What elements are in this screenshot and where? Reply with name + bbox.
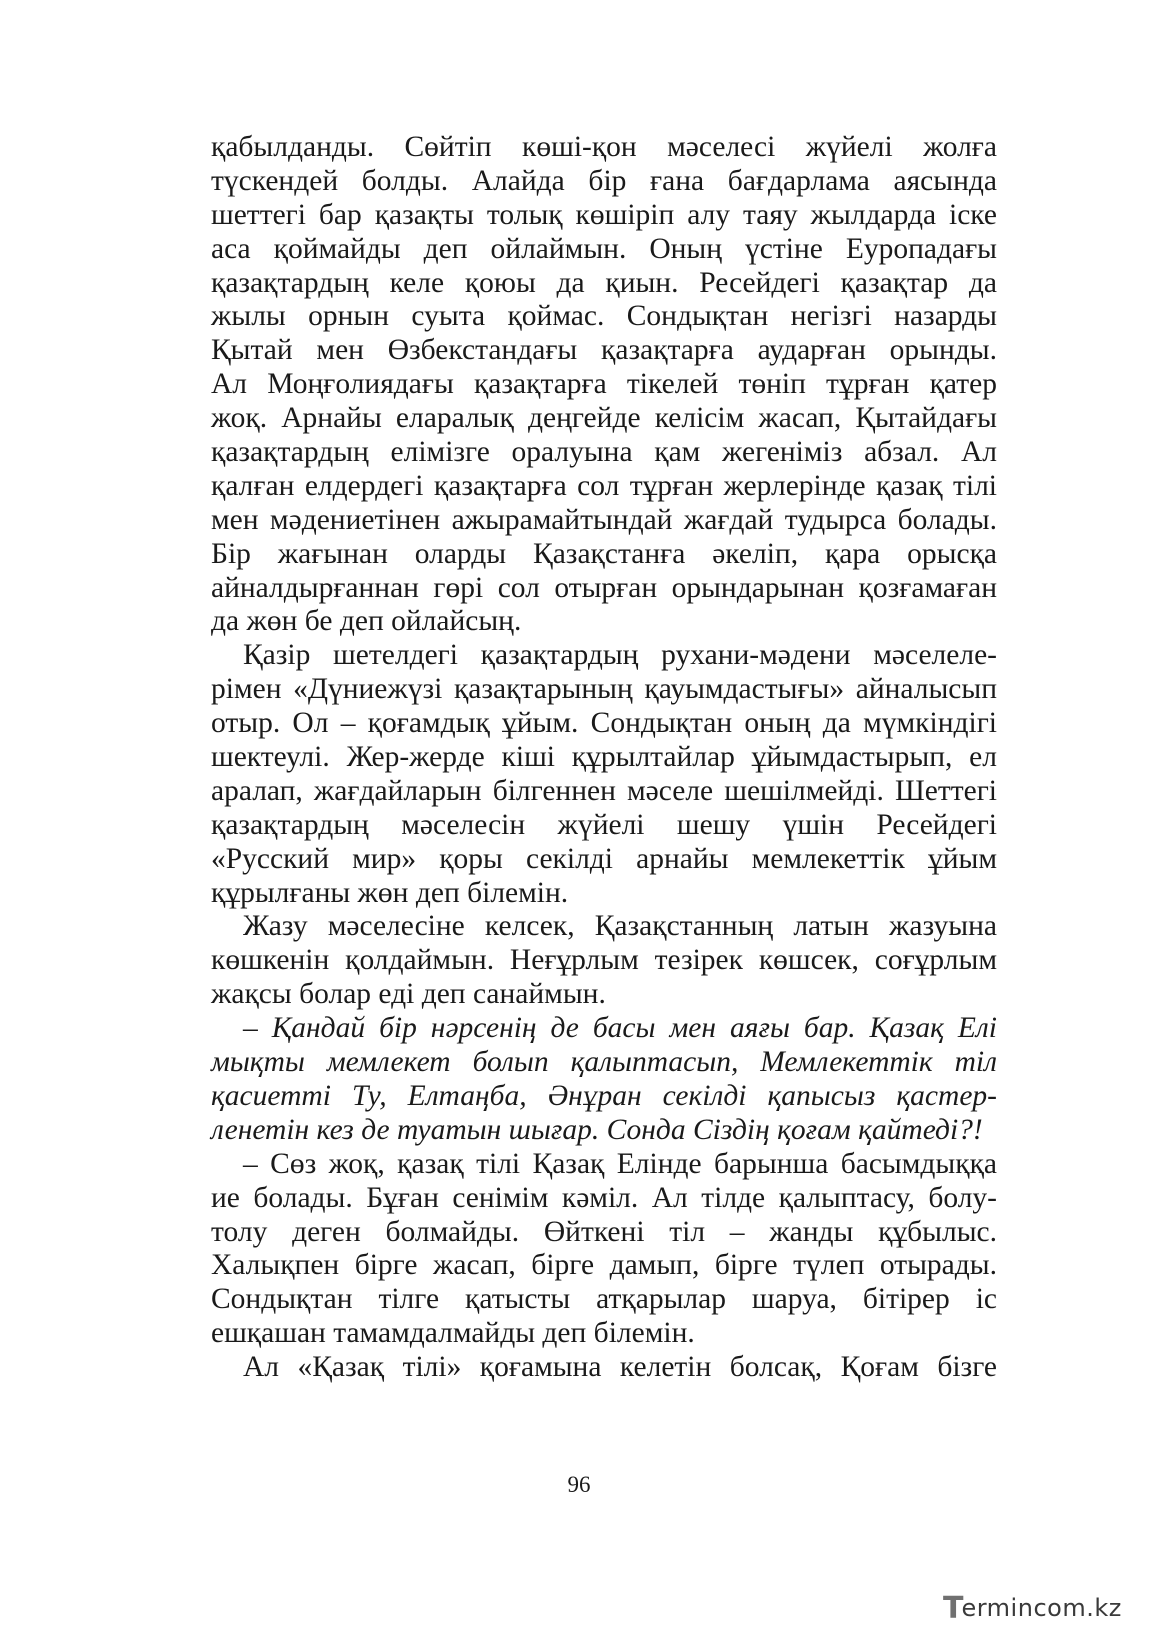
text-line: мықты мемлекет болып қалыптасып, Мемлекеттік тіл [211, 1046, 997, 1079]
text-line: Халықпен бірге жасап, бірге дамып, бірге түлеп отырады. [211, 1249, 997, 1282]
text-line: отыр. Ол – қоғамдық ұйым. Сондықтан оның да мүмкіндігі [211, 707, 997, 740]
watermark-t-mark: T [943, 1590, 962, 1626]
text-line: қазақтардың келе қоюы да қиын. Ресейдегі қазақтар да [211, 266, 997, 299]
paragraph [211, 1351, 997, 1385]
paragraph [211, 639, 997, 910]
text-line: қабылданды. Сөйтіп көші-қон мәселесі жүйелі жолға [211, 131, 997, 163]
text-line: Ал Моңғолиядағы қазақтарға тікелей төніп тұрған қатер [211, 368, 997, 401]
text-line: шеттегі бар қазақты толық көшіріп алу таяу жылдарда іске [211, 198, 997, 231]
text-line: шектеулі. Жер-жерде кіші құрылтайлар ұйымдастырып, ел [211, 741, 997, 774]
text-line: түскендей болды. Алайда бір ғана бағдарлама аясында [211, 164, 997, 197]
text-line: мен мәдениетінен ажырамайтындай жағдай тудырса болады. [211, 503, 997, 536]
text-line: қасиетті Ту, Елтаңба, Әнұран секілді қапысыз қастер- [211, 1079, 997, 1112]
text-line: көшкенін қолдаймын. Неғұрлым тезірек көшсек, соғұрлым [211, 944, 997, 977]
text-line: Сондықтан тілге қатысты атқарылар шаруа, бітірер іс [211, 1283, 997, 1316]
text-line: – Қандай бір нәрсенің де басы мен аяғы бар. Қазақ Елі [243, 1012, 997, 1045]
text-line: толу деген болмайды. Өйткені тіл – жанды құбылыс. [211, 1215, 997, 1248]
paragraph [211, 1012, 997, 1148]
text-line: аралап, жағдайларын білгеннен мәселе шешілмейді. Шеттегі [211, 774, 997, 807]
text-line: қазақтардың мәселесін жүйелі шешу үшін Ресейдегі [211, 808, 997, 841]
text-line: Ал «Қазақ тілі» қоғамына келетін болсақ, Қоғам бізге [243, 1351, 997, 1384]
paragraph [211, 910, 997, 1012]
text-line: айналдырғаннан гөрі сол отырған орындарынан қозғамаған [211, 571, 997, 604]
text-line: – Сөз жоқ, қазақ тілі Қазақ Елінде барынша басымдыққа [243, 1147, 997, 1180]
watermark-text: ermincom.kz [961, 1594, 1122, 1622]
text-line: рімен «Дүниежүзі қазақтарының қауымдастығы» айналысып [211, 673, 997, 706]
page-number: 96 [567, 1472, 591, 1497]
text-line: Қытай мен Өзбекстандағы қазақтарға аударған орынды. [211, 334, 997, 367]
text-line: «Русский мир» қоры секілді арнайы мемлекеттік ұйым [211, 842, 997, 875]
text-line: қазақтардың елімізге оралуына қам жегеніміз абзал. Ал [211, 436, 997, 469]
page-body-text [211, 131, 997, 1385]
text-line: ие болады. Бұған сенімім кәміл. Ал тілде қалыптасу, болу- [211, 1181, 997, 1214]
text-line: Қазір шетелдегі қазақтардың рухани-мәдени мәселеле- [243, 639, 997, 672]
text-line: Жазу мәселесіне келсек, Қазақстанның латын жазуына [243, 910, 997, 943]
text-line: ешқашан тамамдалмайды деп білемін. [211, 1317, 695, 1350]
text-line: құрылғаны жөн деп білемін. [211, 876, 569, 909]
paragraph [211, 131, 997, 639]
text-line: да жөн бе деп ойлайсың. [211, 605, 522, 638]
text-line: қалған елдердегі қазақтарға сол тұрған жерлерінде қазақ тілі [211, 469, 997, 502]
text-line: аса қоймайды деп ойлаймын. Оның үстіне Еуропадағы [211, 232, 997, 265]
text-line: жоқ. Арнайы еларалық деңгейде келісім жасап, Қытайдағы [211, 402, 997, 435]
text-line: Бір жағынан оларды Қазақстанға әкеліп, қара орысқа [211, 537, 997, 570]
text-line: жақсы болар еді деп санаймын. [211, 978, 606, 1011]
site-watermark-logo [943, 1588, 1122, 1628]
text-line: жылы орнын суыта қоймас. Сондықтан негізгі назарды [211, 300, 997, 333]
paragraph [211, 1148, 997, 1351]
text-line: ленетін кез де туатын шығар. Сонда Сіздің қоғам қайтеді?! [211, 1113, 983, 1146]
